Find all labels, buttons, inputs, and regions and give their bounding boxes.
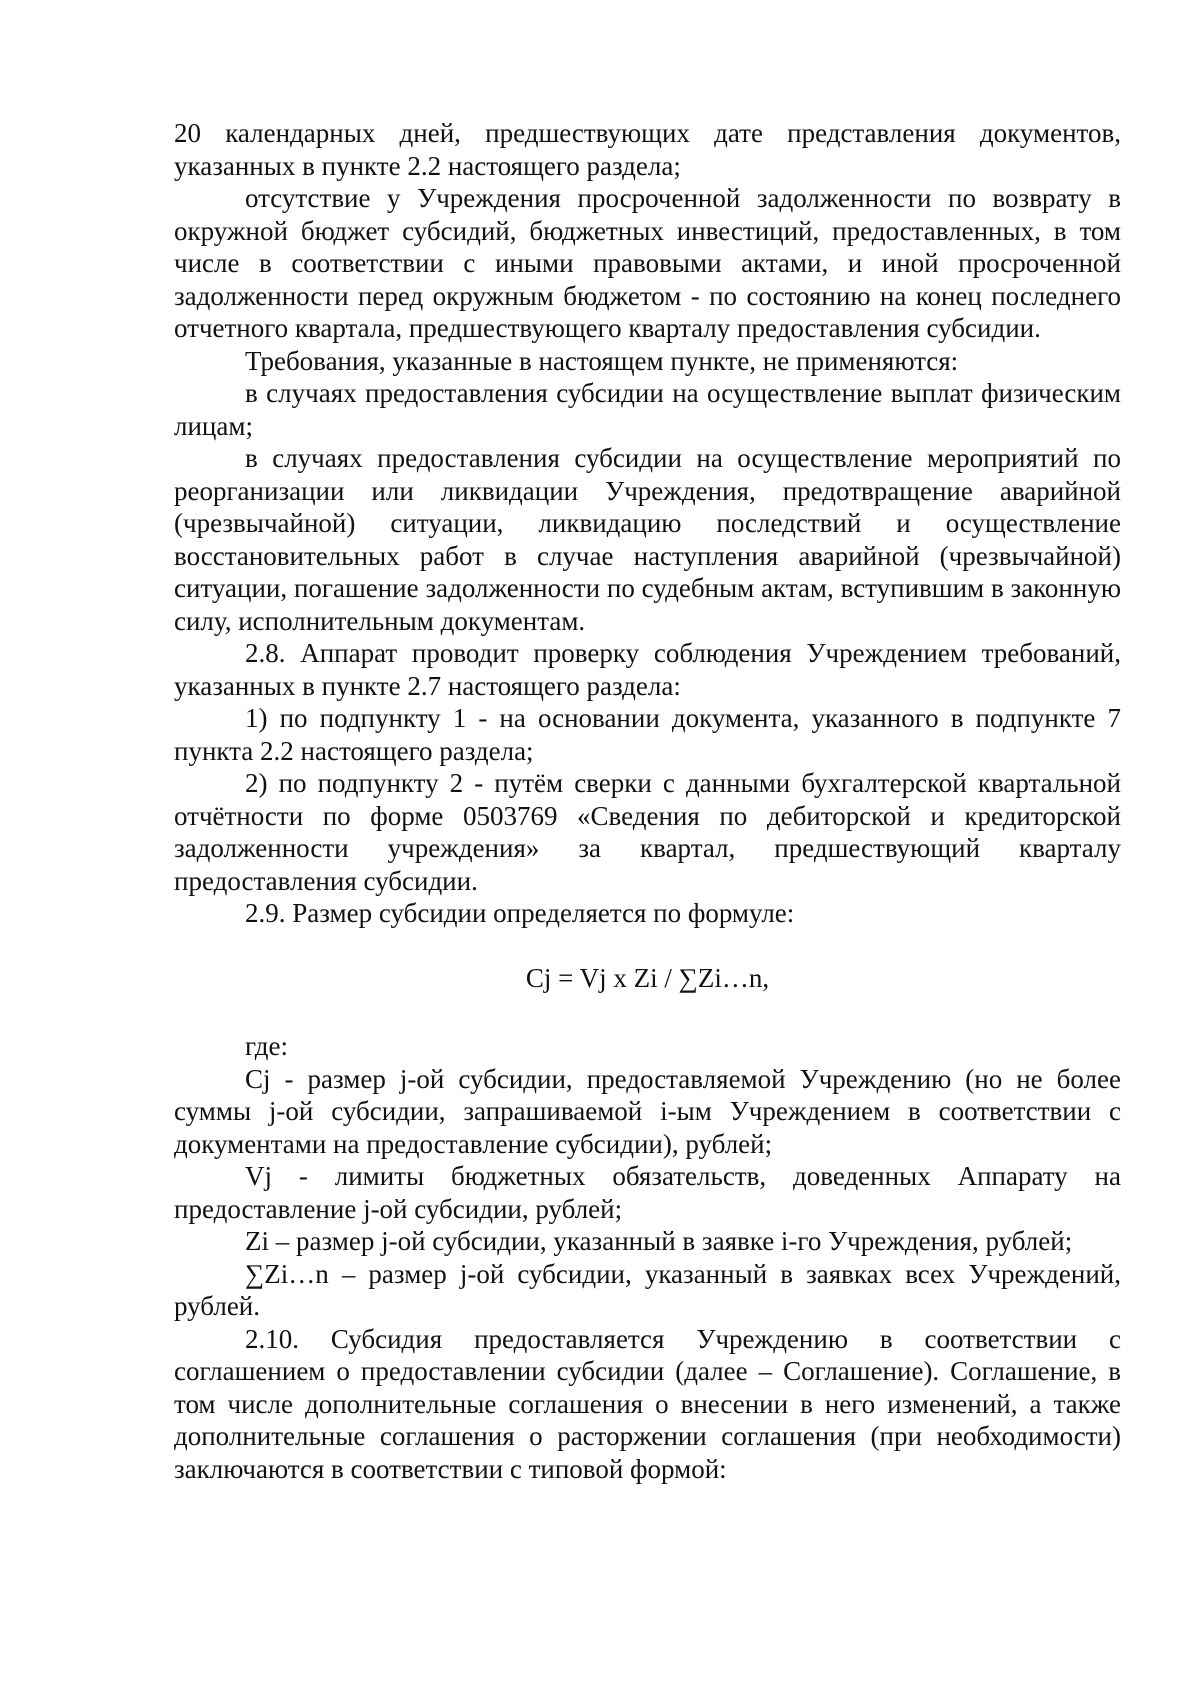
paragraph-2-9: 2.9. Размер субсидии определяется по формуле:: [245, 898, 795, 928]
paragraph-2-8-item-2: 2) по подпункту 2 - путём сверки с данными бухгалтерской квартальной отчётности по форме 0503769 «Сведения по дебиторской и кредиторской задолженности учреждения» за квартал, предшествующий кварталу предоставления субсидии.: [174, 768, 1121, 896]
paragraph-2-10: 2.10. Субсидия предоставляется Учреждению в соответствии с соглашением о предоставлении субсидии (далее – Соглашение). Соглашение, в том числе дополнительные соглашения о внесении в него изменений, а также дополнительные соглашения о расторжении соглашения (при необходимости) заключаются в соответствии с типовой формой:: [174, 1323, 1121, 1484]
paragraph-continuation: 20 календарных дней, предшествующих дате представления документов, указанных в пункте 2.2 настоящего раздела;: [174, 118, 1121, 181]
definition-vj: Vj - лимиты бюджетных обязательств, доведенных Аппарату на предоставление j-ой субсидии, рублей;: [174, 1161, 1121, 1224]
definition-cj: Cj - размер j-ой субсидии, предоставляемой Учреждению (но не более суммы j-ой субсидии, запрашиваемой i-ым Учреждением в соответствии с документами на предоставление субсидии), рублей;: [174, 1063, 1121, 1159]
paragraph-requirements-not-applied: Требования, указанные в настоящем пункте, не применяются:: [245, 345, 959, 376]
paragraph-payments-individuals: в случаях предоставления субсидии на осуществление выплат физическим лицам;: [174, 378, 1121, 441]
paragraph-2-8-item-1: 1) по подпункту 1 - на основании документа, указанного в подпункте 7 пункта 2.2 настоящего раздела;: [174, 703, 1121, 766]
paragraph-no-overdue-debt: отсутствие у Учреждения просроченной задолженности по возврату в окружной бюджет субсидий, бюджетных инвестиций, предоставленных, в том числе в соответствии с иными правовыми актами, и иной просроченной задолженности перед окружным бюджетом - по состоянию на конец последнего отчетного квартала, предшествующего кварталу предоставления субсидии.: [174, 183, 1121, 343]
subsidy-formula: Cj = Vj x Zi / ∑Zi…n,: [525, 962, 770, 993]
paragraph-reorganization-cases: в случаях предоставления субсидии на осуществление мероприятий по реорганизации или ликвидации Учреждения, предотвращение аварийной (чрезвычайной) ситуации, ликвидацию последствий и осуществление восстановительных работ в случае наступления аварийной (чрезвычайной) ситуации, погашение задолженности по судебным актам, вступившим в законную силу, исполнительным документам.: [174, 443, 1121, 636]
document-body: [174, 117, 1121, 1485]
definition-zi: Zi – размер j-ой субсидии, указанный в заявке i-го Учреждения, рублей;: [245, 1226, 1073, 1256]
paragraph-2-8: 2.8. Аппарат проводит проверку соблюдения Учреждением требований, указанных в пункте 2.7 настоящего раздела:: [174, 638, 1121, 701]
where-label: где:: [245, 1031, 288, 1061]
definition-sum-zi: ∑Zi…n – размер j-ой субсидии, указанный в заявках всех Учреждений, рублей.: [174, 1258, 1121, 1321]
